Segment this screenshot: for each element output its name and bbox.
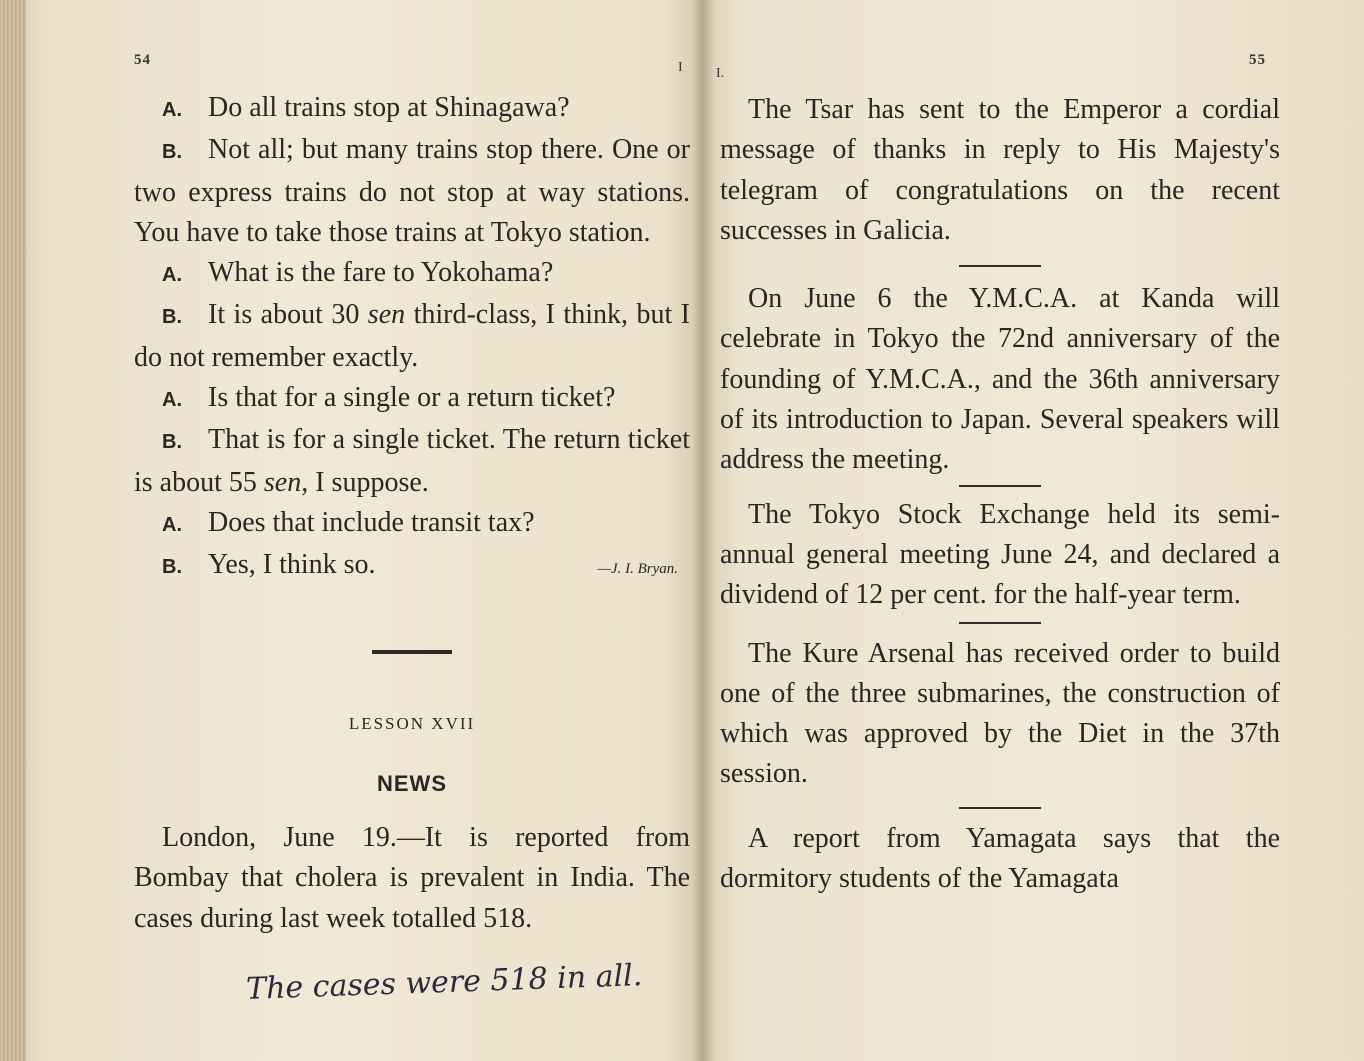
right-page-text [720,90,1280,899]
news-item: A report from Yamagata says that the dormitory students of the Yamagata [720,822,1280,895]
signature-mark-left: I [678,60,683,75]
speaker-label: A. [162,513,182,536]
dialogue-line [134,378,690,420]
dialogue-text: Is that for a single or a return ticket? [208,382,616,414]
dialogue-line [134,130,690,253]
page-number-right: 55 [1249,52,1266,68]
dialogue-italic: sen [367,299,406,331]
lesson-heading: LESSON XVII [348,713,476,733]
dialogue-italic: sen, [263,466,309,498]
dialogue-text: third-class, I think, but I do not remember exactly. [134,299,690,373]
speaker-label: A. [162,264,182,287]
left-page [26,0,692,1061]
signature-mark-right: I. [716,66,725,81]
dialogue-line [134,253,690,295]
dialogue-line [134,545,690,587]
book-gutter [692,0,714,1061]
handwritten-note: The cases were 518 in all. [245,958,643,1007]
dialogue-text: Yes, I think so. [208,549,376,581]
right-page [714,0,1364,1061]
dialogue-text: Not all; but many trains stop there. One or two express trains do not stop at way stations. You have to take those trains at Tokyo station. [134,134,690,248]
dialogue-line [134,420,690,503]
dialogue-text: Does that include transit tax? [208,506,535,538]
news-item: The Tokyo Stock Exchange held its semi-annual general meeting June 24, and declared a dividend of 12 per cent. for the half-year term. [720,498,1280,611]
news-item: The Kure Arsenal has received order to build one of the three submarines, the construction of which was approved by the Diet in the 37th session. [720,637,1280,790]
left-page-text [134,88,690,939]
dialogue-text: What is the fare to Yokohama? [208,257,554,289]
speaker-label: B. [162,141,182,164]
page-number-left: 54 [134,52,151,68]
dialogue-text: I suppose. [308,466,429,498]
page-edge [0,0,26,1061]
dialogue-line [134,503,690,545]
news-paragraph: London, June 19.—It is reported from Bombay that cholera is prevalent in India. The cases during last week totalled 518. [134,822,690,934]
dialogue-line [134,295,690,378]
news-item: On June 6 the Y.M.C.A. at Kanda will celebrate in Tokyo the 72nd anniversary of the founding of Y.M.C.A., and the 36th anniversary of its introduction to Japan. Several speakers will address the meeting. [720,283,1280,476]
speaker-label: B. [162,431,182,454]
dialogue-text: That is for a single ticket. The return ticket is about 55 [134,424,690,498]
news-item: The Tsar has sent to the Emperor a cordial message of thanks in reply to His Majesty's telegram of congratulations on the recent successes in Galicia. [720,94,1280,246]
speaker-label: B. [162,556,182,579]
section-title: NEWS [377,770,447,796]
dialogue-text: It is about 30 [208,299,368,331]
dialogue-line [134,88,690,130]
speaker-label: A. [162,99,182,121]
speaker-label: B. [162,306,182,329]
attribution: —J. I. Bryan. [597,561,678,578]
speaker-label: A. [162,389,182,412]
dialogue-text: Do all trains stop at Shinagawa? [208,92,570,123]
section-divider [372,650,452,654]
